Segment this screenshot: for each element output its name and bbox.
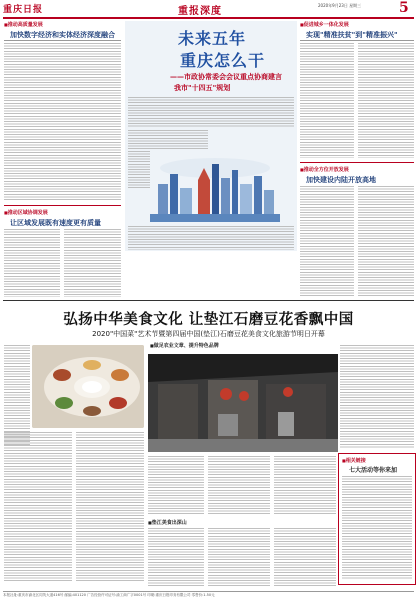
right-story2-body-col2 xyxy=(358,186,414,296)
right-story2-body-col1 xyxy=(300,186,354,296)
divider xyxy=(300,162,414,163)
left-story2-body-col2 xyxy=(64,229,121,297)
bottom-left-body-col1 xyxy=(4,432,72,582)
feature-body-bottom xyxy=(128,226,294,250)
masthead xyxy=(0,0,417,18)
related-links-box xyxy=(338,453,416,585)
bottom-left-body-narrow xyxy=(4,345,30,445)
bottom-subheadline: 2020"中国菜"艺术节暨第四届中国(垫江)石磨豆花美食文化旅游节明日开幕 xyxy=(92,330,325,338)
photo-caption-top: ■ 做足农业文章、提升特色品牌 xyxy=(150,342,219,349)
footer-imprint: 本报社址:重庆市渝北区同茂大道416号 邮编:401120 广告经营许可证号:渝工商广字0001号 印刷:重庆日报印务有限公司 零售价:1.50元 xyxy=(3,591,414,598)
bottom-center-body-col1 xyxy=(148,456,204,516)
right-story1-body-col2 xyxy=(358,43,414,158)
divider xyxy=(4,205,121,206)
bottom-center-body-col4 xyxy=(148,528,204,586)
divider xyxy=(4,40,121,41)
right-story1-body-col1 xyxy=(300,43,354,158)
feature-subtitle-line1: ——市政协常委会会议重点协商建言 xyxy=(170,73,282,81)
section-title: 重报深度 xyxy=(178,6,222,17)
old-street-photo xyxy=(148,354,338,452)
left-story1-headline: 加快数字经济和实体经济深度融合 xyxy=(10,31,115,39)
bottom-headline: 弘扬中华美食文化 让垫江石磨豆花香飘中国 xyxy=(63,312,354,328)
food-plates-photo xyxy=(32,345,144,428)
feature-title-line2: 重庆怎么干 xyxy=(180,51,266,70)
divider xyxy=(300,40,414,41)
masthead-rule xyxy=(3,17,414,19)
bottom-center-body-col2 xyxy=(208,456,270,516)
related-links-title: 七大活动等你来加 xyxy=(349,467,398,474)
dateline: 2020年9月23日 星期三 xyxy=(318,3,362,8)
left-story2-kicker: ■ 推动区域协调发展 xyxy=(4,209,48,216)
feature-lead-body xyxy=(128,97,294,127)
left-story1-body xyxy=(4,43,121,201)
newspaper-logo: 重庆日报 xyxy=(3,5,44,15)
feature-subtitle-line2: 我市"十四五"规划 xyxy=(174,84,231,92)
bottom-center-body-col5 xyxy=(208,528,270,586)
feature-title-line1: 未来五年 xyxy=(178,29,247,48)
right-story2-kicker: ■ 推动全方位开放发展 xyxy=(300,166,349,173)
right-story1-kicker: ■ 促进城乡一体化发展 xyxy=(300,21,349,28)
left-story2-body-col1 xyxy=(4,229,60,297)
left-story2-headline: 让区域发展既有速度更有质量 xyxy=(10,219,101,227)
section-rule xyxy=(3,300,414,301)
bottom-center-body-col3 xyxy=(274,456,336,516)
right-story1-headline: 实现"精准扶贫"到"精准振兴" xyxy=(306,31,398,39)
bottom-right-body xyxy=(340,345,414,449)
bottom-center-body-col6 xyxy=(274,528,336,586)
related-links-body xyxy=(342,476,412,580)
bottom-left-body-col2 xyxy=(76,432,144,582)
related-links-kicker: ■ 相关链接 xyxy=(342,457,366,464)
left-story1-kicker: ■ 推动高质量发展 xyxy=(4,21,43,28)
right-story2-headline: 加快建设内陆开放高地 xyxy=(306,176,376,184)
page-number: 5 xyxy=(399,0,409,16)
caption-mid: ■ 垫江美食出深山 xyxy=(148,519,187,526)
city-skyline-illustration xyxy=(150,150,280,222)
